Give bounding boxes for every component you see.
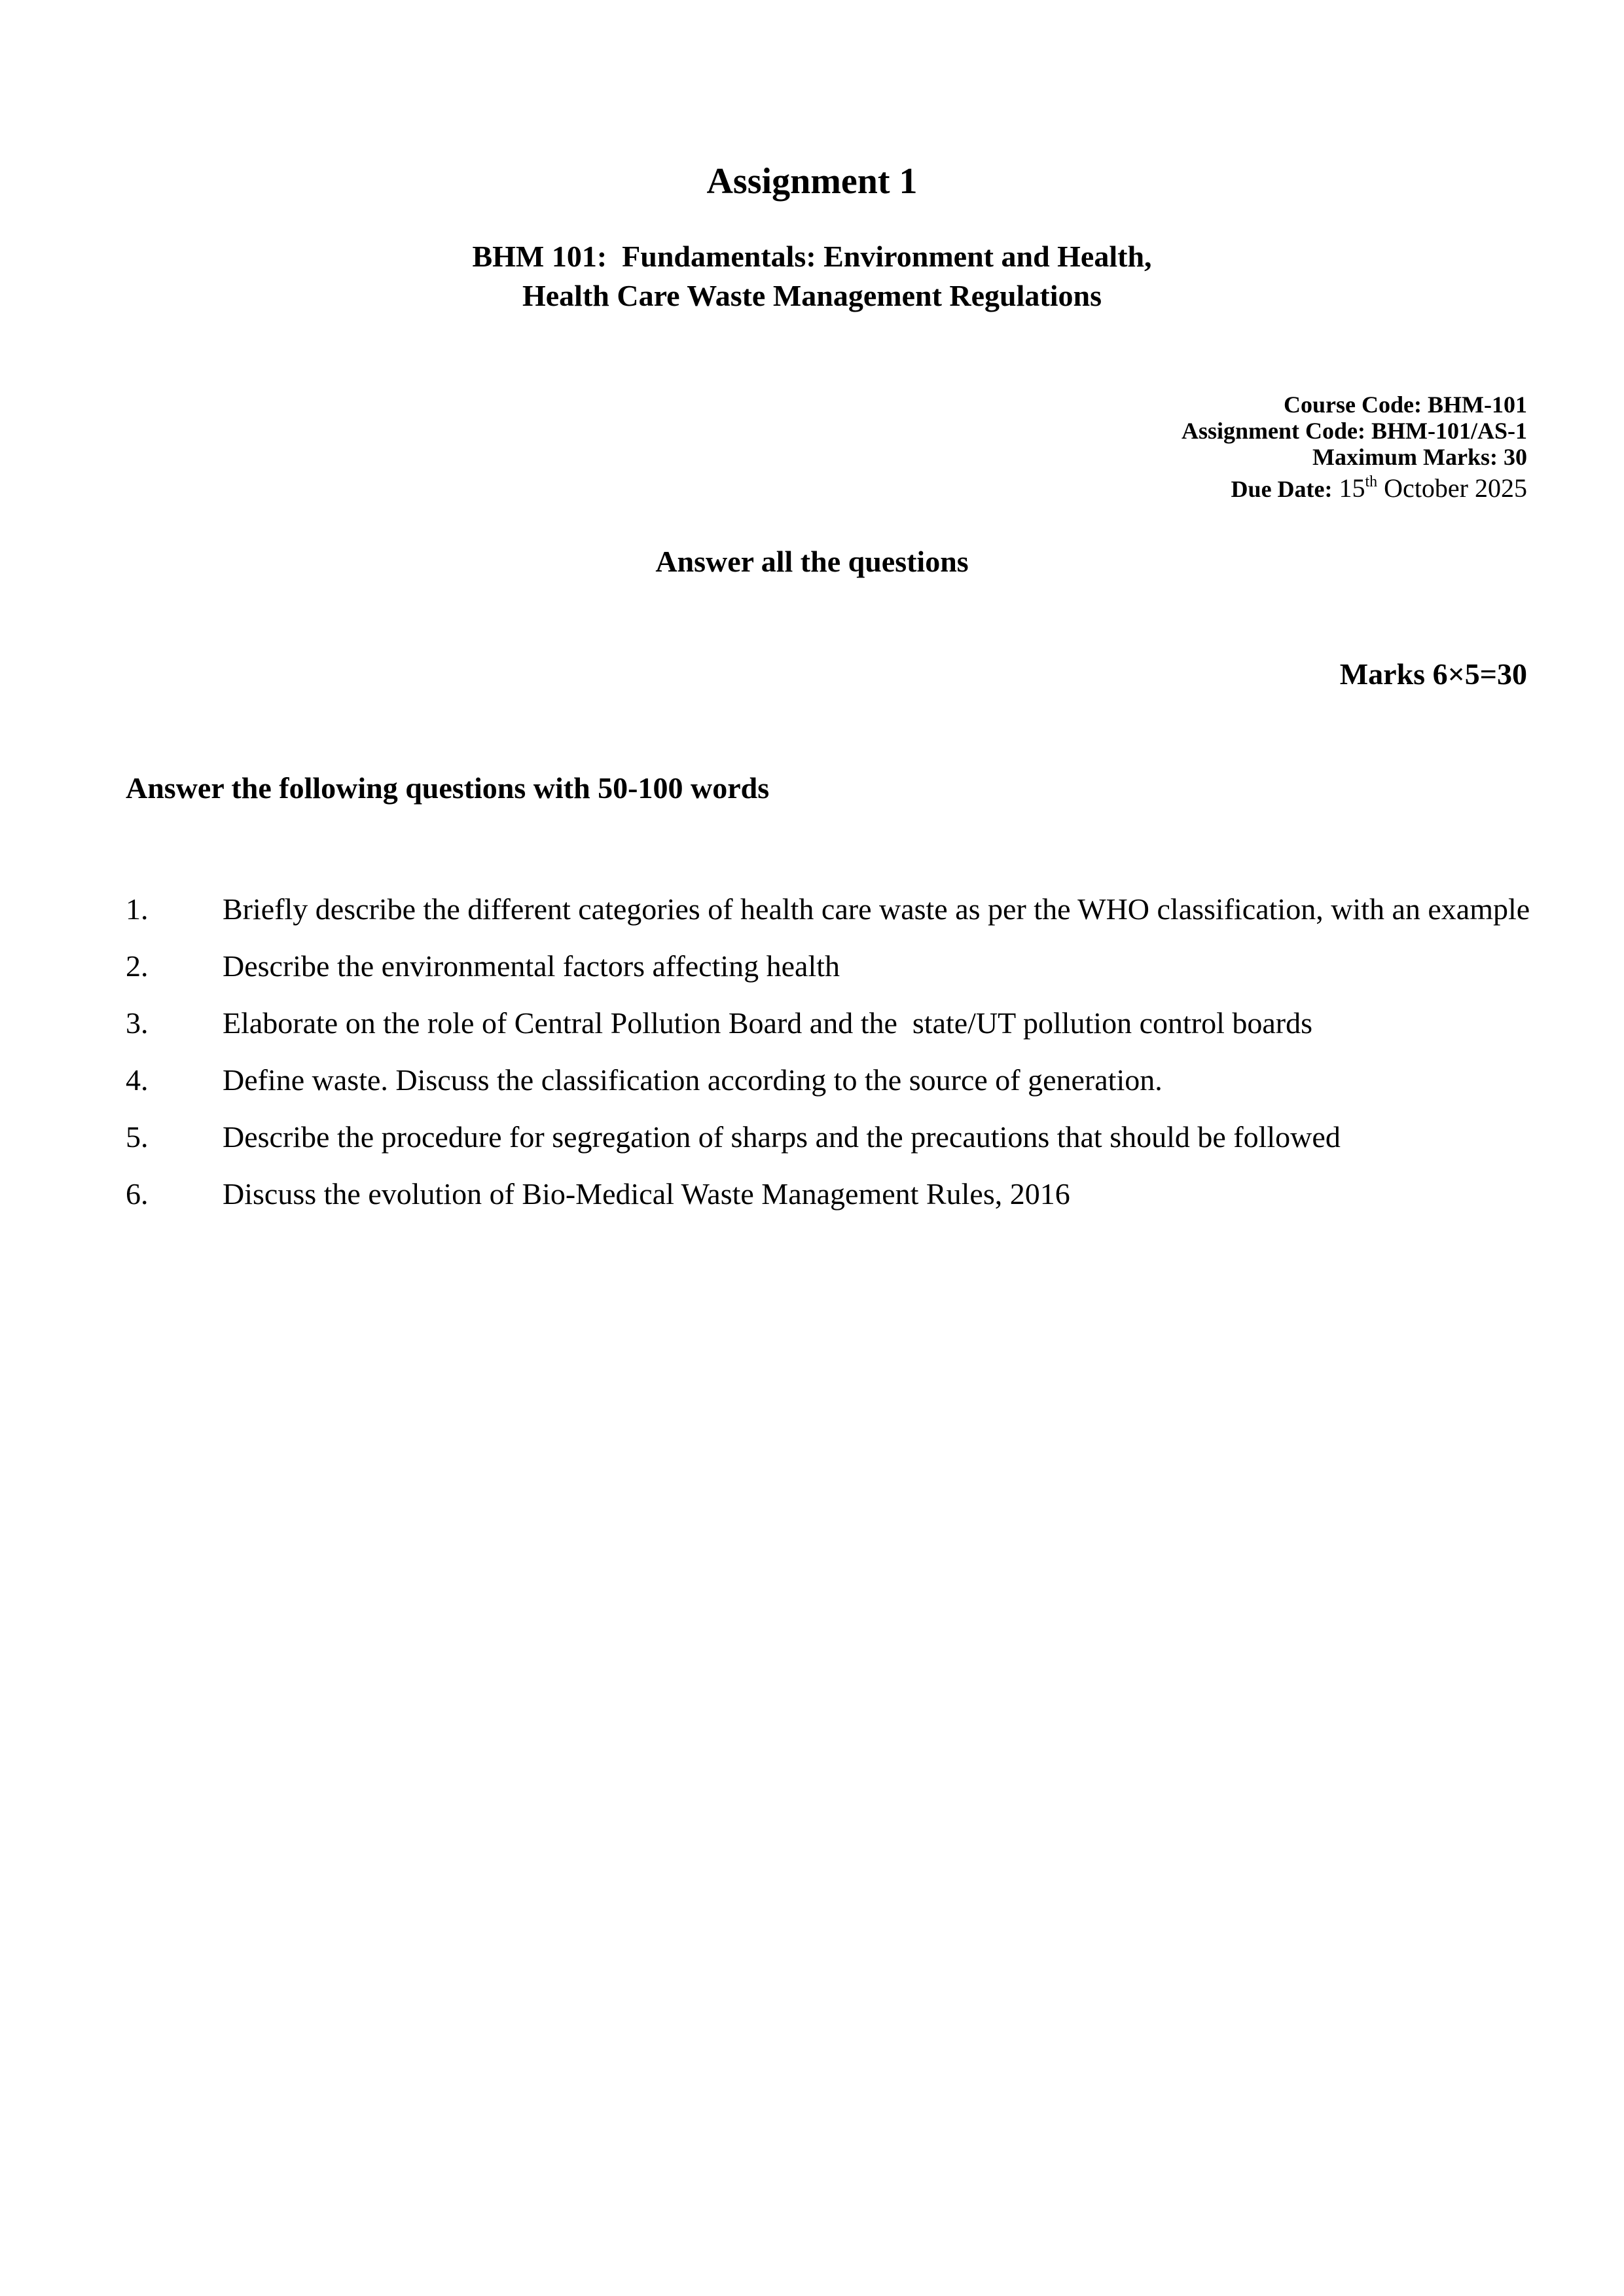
course-code-label: Course Code:: [1284, 392, 1422, 418]
question-number: 1.: [126, 892, 149, 926]
question-item: [126, 881, 1533, 938]
question-item: [126, 994, 1533, 1051]
maximum-marks-row: [1182, 444, 1527, 470]
maximum-marks-value: 30: [1504, 444, 1527, 470]
question-number: 6.: [126, 1177, 149, 1211]
question-number: 4.: [126, 1063, 149, 1097]
question-text: Define waste. Discuss the classification according to the source of generation.: [223, 1063, 1163, 1097]
due-date-row: [1182, 471, 1527, 506]
marks-distribution: Marks 6×5=30: [1339, 657, 1527, 691]
course-title-line-2: Health Care Waste Management Regulations: [522, 279, 1102, 312]
question-text: Describe the environmental factors affecting health: [223, 949, 840, 983]
course-code-row: [1182, 392, 1527, 418]
due-date-day: 15: [1339, 473, 1365, 503]
question-list: [126, 881, 1533, 1222]
question-item: [126, 1108, 1533, 1165]
question-text: Discuss the evolution of Bio-Medical Waste Management Rules, 2016: [223, 1177, 1070, 1211]
course-title-line-1: BHM 101: Fundamentals: Environment and Health,: [472, 240, 1152, 273]
due-date-suffix: th: [1365, 473, 1378, 490]
question-item: [126, 1051, 1533, 1108]
question-text: Briefly describe the different categories of health care waste as per the WHO classification, with an example: [223, 892, 1530, 926]
question-number: 2.: [126, 949, 149, 983]
question-number: 3.: [126, 1006, 149, 1040]
due-date-label: Due Date:: [1231, 476, 1333, 502]
assignment-code-label: Assignment Code:: [1181, 418, 1365, 444]
instruction-heading: Answer all the questions: [655, 545, 969, 578]
assignment-meta: [1182, 392, 1527, 506]
page-title: Assignment 1: [706, 161, 918, 202]
question-item: [126, 938, 1533, 994]
assignment-code-value: BHM-101/AS-1: [1371, 418, 1527, 444]
assignment-code-row: [1182, 418, 1527, 444]
question-text: Elaborate on the role of Central Pollution Board and the state/UT pollution control boards: [223, 1006, 1313, 1040]
question-text: Describe the procedure for segregation of sharps and the precautions that should be followed: [223, 1120, 1341, 1154]
course-code-value: BHM-101: [1428, 392, 1527, 418]
section-heading: Answer the following questions with 50-100 words: [126, 771, 770, 805]
question-number: 5.: [126, 1120, 149, 1154]
due-date-month-year: October 2025: [1384, 473, 1527, 503]
maximum-marks-label: Maximum Marks:: [1312, 444, 1498, 470]
course-title: [0, 237, 1624, 316]
question-item: [126, 1165, 1533, 1222]
